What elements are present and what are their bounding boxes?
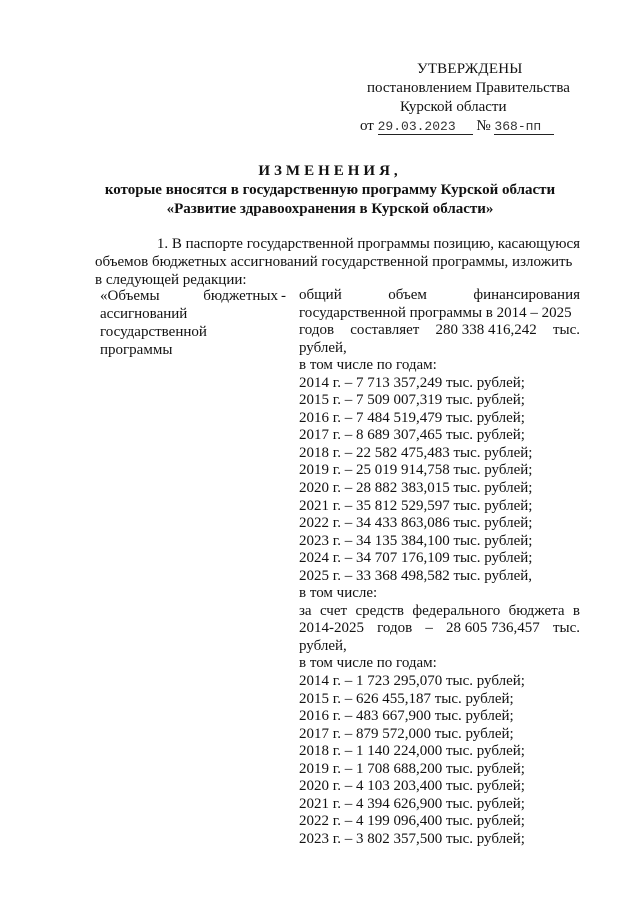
year-row: 2024 г. – 34 707 176,109 тыс. рублей;: [299, 550, 533, 567]
word: бюджета: [508, 602, 565, 619]
word: объем: [388, 287, 427, 303]
year-row: 2025 г. – 33 368 498,582 тыс. рублей,: [299, 567, 533, 584]
year-row: 2021 г. – 35 812 529,597 тыс. рублей;: [299, 497, 533, 514]
federal-year-row: 2021 г. – 4 394 626,900 тыс. рублей;: [299, 795, 525, 812]
number-label: №: [476, 118, 491, 134]
indent: [95, 235, 133, 253]
word: федерального: [412, 602, 501, 619]
including-label: в том числе:: [299, 585, 378, 602]
left-line-1: [100, 287, 278, 305]
title-line-2: которые вносятся в государственную программу Курской области: [104, 182, 556, 198]
approval-date-line: [360, 117, 590, 136]
approval-date: 29.03.2023: [378, 119, 473, 135]
word: в: [572, 602, 580, 619]
left-line-4: программы: [100, 342, 173, 358]
intro-line-4: рублей,: [299, 339, 347, 356]
word: годов: [377, 620, 413, 637]
left-line-3: государственной: [100, 324, 207, 340]
word: общий: [299, 287, 342, 303]
federal-year-row: 2022 г. – 4 199 096,400 тыс. рублей;: [299, 813, 525, 830]
federal-by-year-list: [299, 673, 580, 848]
year-row: 2023 г. – 34 135 384,100 тыс. рублей;: [299, 532, 533, 549]
total-amount: 280 338 416,242: [435, 322, 537, 339]
column-dash: -: [281, 288, 286, 304]
word: –: [425, 620, 433, 637]
title-line-1: ИЗМЕНЕНИЯ,: [258, 163, 402, 179]
year-row: 2016 г. – 7 484 519,479 тыс. рублей;: [299, 409, 525, 426]
word: за: [299, 602, 312, 619]
federal-year-row: 2014 г. – 1 723 295,070 тыс. рублей;: [299, 673, 525, 690]
federal-year-row: 2015 г. – 626 455,187 тыс. рублей;: [299, 690, 514, 707]
word: средств: [355, 602, 404, 619]
position-label: [100, 287, 278, 359]
intro-line-1: [299, 287, 580, 305]
year-row: 2018 г. – 22 582 475,483 тыс. рублей;: [299, 444, 533, 461]
year-row: 2015 г. – 7 509 007,319 тыс. рублей;: [299, 392, 525, 409]
position-value: [299, 287, 580, 849]
by-years-label-2: в том числе по годам:: [299, 655, 437, 672]
total-by-year-list: [299, 375, 580, 586]
word: составляет: [350, 322, 420, 339]
intro-line-2: государственной программы в 2014 – 2025: [299, 304, 572, 321]
federal-line-1: [299, 603, 580, 621]
year-row: 2019 г. – 25 019 914,758 тыс. рублей;: [299, 462, 533, 479]
federal-year-row: 2020 г. – 4 103 203,400 тыс. рублей;: [299, 778, 525, 795]
title-line-3: «Развитие здравоохранения в Курской области»: [166, 201, 494, 217]
left-line-1-a: «Объемы: [100, 288, 160, 304]
federal-line-3: рублей,: [299, 637, 347, 654]
p1-line1-text: 1. В паспорте государственной программы позицию, касающуюся: [156, 236, 580, 252]
left-line-1-b: бюджетных: [203, 288, 278, 304]
year-row: 2022 г. – 34 433 863,086 тыс. рублей;: [299, 515, 533, 532]
by-years-label: в том числе по годам:: [299, 357, 437, 374]
year-row: 2020 г. – 28 882 383,015 тыс. рублей;: [299, 480, 533, 497]
word: счет: [319, 602, 348, 619]
federal-amount: 28 605 736,457: [446, 620, 540, 637]
paragraph-1-line-2: объемов бюджетных ассигнований государственной программы, изложить: [95, 254, 573, 270]
federal-line-2: [299, 620, 580, 638]
federal-year-row: 2016 г. – 483 667,900 тыс. рублей;: [299, 708, 514, 725]
paragraph-1-line-3: в следующей редакции:: [95, 272, 247, 288]
paragraph-1: [95, 235, 580, 289]
approval-stamp: [360, 60, 590, 136]
left-line-2: ассигнований: [100, 306, 188, 322]
from-label: от: [360, 118, 374, 134]
federal-year-row: 2019 г. – 1 708 688,200 тыс. рублей;: [299, 760, 525, 777]
document-title: [60, 162, 600, 219]
year-row: 2017 г. – 8 689 307,465 тыс. рублей;: [299, 427, 525, 444]
approval-line-2: постановлением Правительства: [367, 80, 570, 96]
federal-year-row: 2018 г. – 1 140 224,000 тыс. рублей;: [299, 743, 525, 760]
intro-line-3: [299, 322, 580, 340]
approval-number: 368-пп: [494, 119, 554, 135]
word: финансирования: [473, 287, 580, 303]
federal-year-row: 2017 г. – 879 572,000 тыс. рублей;: [299, 725, 514, 742]
federal-year-row: 2023 г. – 3 802 357,500 тыс. рублей;: [299, 830, 525, 847]
word: тыс.: [552, 322, 580, 339]
paragraph-1-line-1: [95, 235, 580, 253]
word: тыс.: [552, 620, 580, 637]
word: годов: [299, 322, 335, 339]
approval-line-3: Курской области: [400, 99, 507, 115]
year-row: 2014 г. – 7 713 357,249 тыс. рублей;: [299, 374, 525, 391]
word: 2014-2025: [299, 620, 364, 637]
approval-heading: УТВЕРЖДЕНЫ: [417, 61, 523, 77]
